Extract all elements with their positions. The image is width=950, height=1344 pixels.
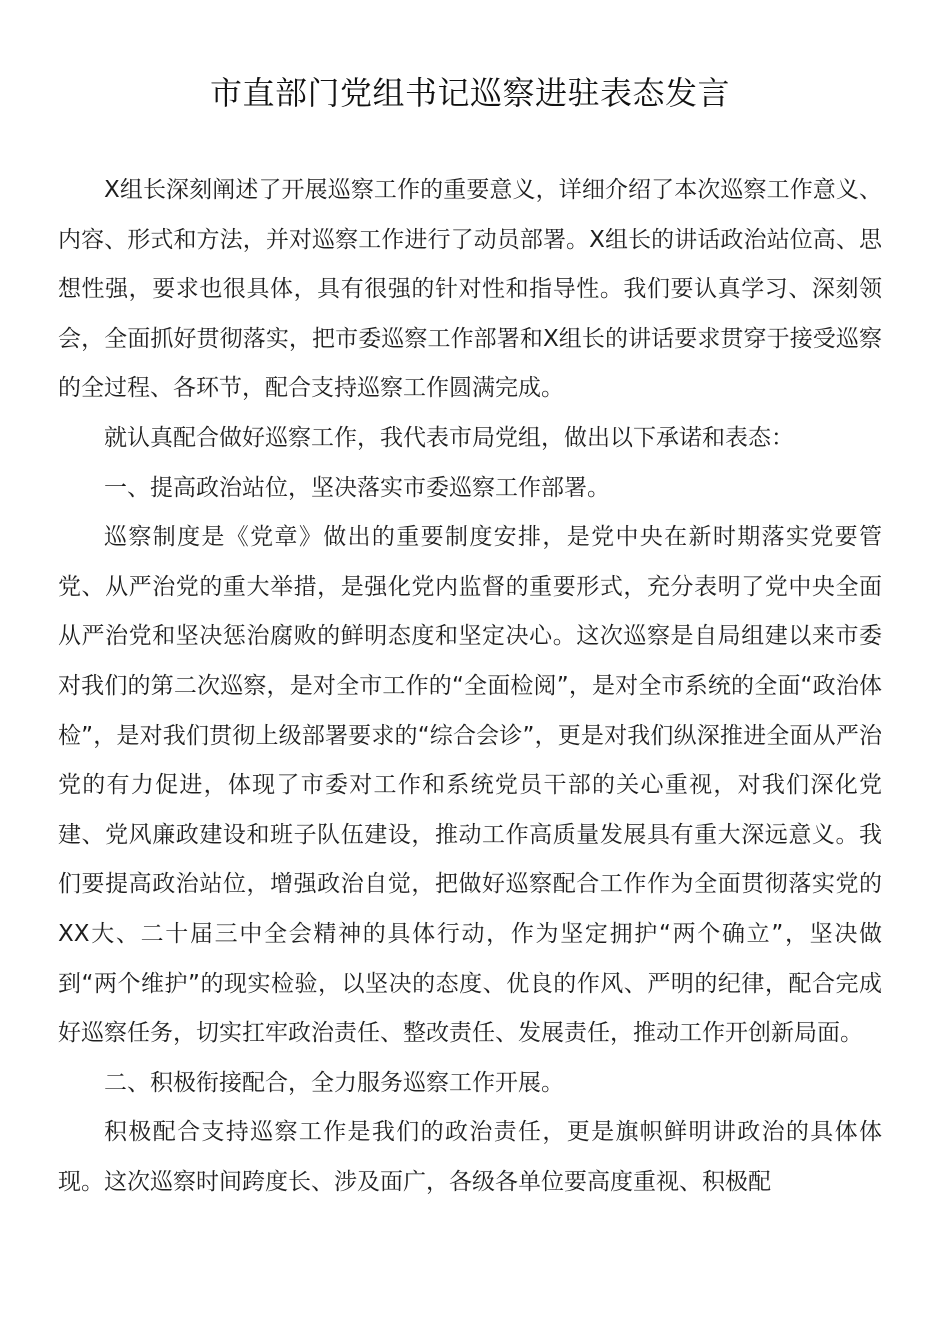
document-title: 市直部门党组书记巡察进驻表态发言 xyxy=(209,74,730,112)
paragraph-commitment-lead: 就认真配合做好巡察工作，我代表市局党组，做出以下承诺和表态： xyxy=(104,424,794,451)
document-page xyxy=(58,0,882,1207)
section-heading-2: 二、积极衔接配合，全力服务巡察工作开展。 xyxy=(104,1069,564,1096)
section-heading-1: 一、提高政治站位，坚决落实市委巡察工作部署。 xyxy=(104,474,610,501)
document-body xyxy=(58,166,882,1207)
paragraph-section-1: 巡察制度是《党章》做出的重要制度安排，是党中央在新时期落实党要管党、从严治党的重大举措，是强化党内监督的重要形式，充分表明了党中央全面从严治党和坚决惩治腐败的鲜明态度和坚定决心。这次巡察是自局组建以来市委对我们的第二次巡察，是对全市工作的“全面检阅”，是对全市系统的全面“政治体检”，是对我们贯彻上级部署要求的“综合会诊”，更是对我们纵深推进全面从严治党的有力促进，体现了市委对工作和系统党员干部的关心重视，对我们深化党建、党风廉政建设和班子队伍建设，推动工作高质量发展具有重大深远意义。我们要提高政治站位，增强政治自觉，把做好巡察配合工作作为全面贯彻落实党的XX大、二十届三中全会精神的具体行动，作为坚定拥护“两个确立”，坚决做到“两个维护”的现实检验，以坚决的态度、优良的作风、严明的纪律，配合完成好巡察任务，切实扛牢政治责任、整改责任、发展责任，推动工作开创新局面。 xyxy=(58,524,882,1047)
paragraph-intro: X组长深刻阐述了开展巡察工作的重要意义，详细介绍了本次巡察工作意义、内容、形式和方法，并对巡察工作进行了动员部署。X组长的讲话政治站位高、思想性强，要求也很具体，具有很强的针对性和指导性。我们要认真学习、深刻领会，全面抓好贯彻落实，把市委巡察工作部署和X组长的讲话要求贯穿于接受巡察的全过程、各环节，配合支持巡察工作圆满完成。 xyxy=(58,177,882,402)
paragraph-section-2: 积极配合支持巡察工作是我们的政治责任，更是旗帜鲜明讲政治的具体体现。这次巡察时间跨度长、涉及面广，各级各单位要高度重视、积极配 xyxy=(58,1119,882,1195)
